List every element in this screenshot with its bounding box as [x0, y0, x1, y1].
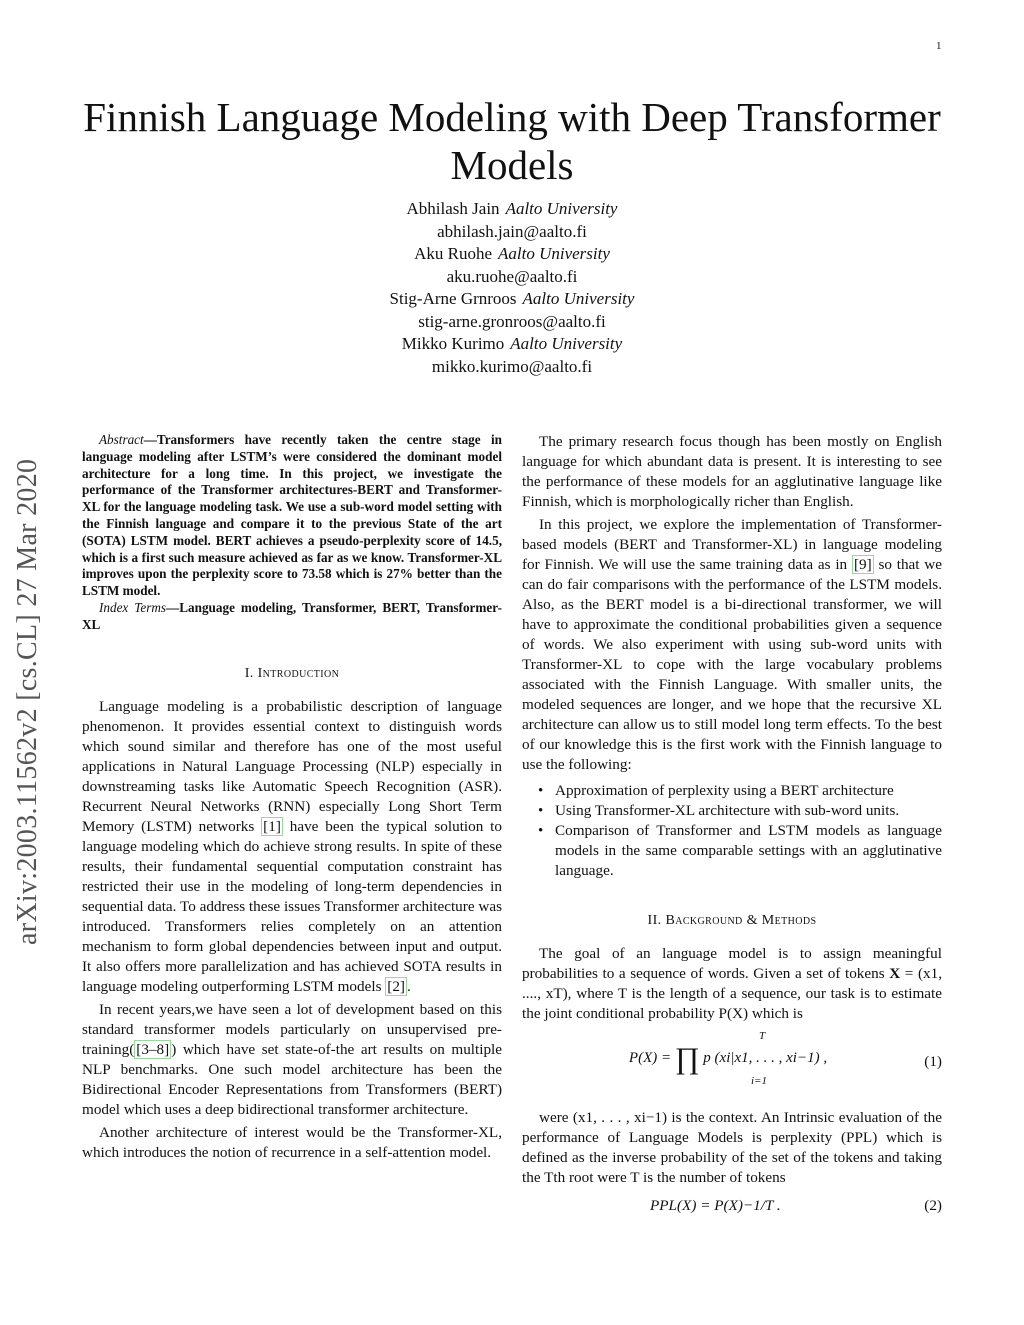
section-heading-background [522, 911, 942, 931]
intro-paragraph-1 [82, 697, 502, 997]
left-column [82, 432, 502, 1163]
equation-main-line [618, 1042, 838, 1075]
right-paragraph-1: The primary research focus though has been mostly on English language for which abundant data is present. It is interesting to see the performance of these models for an agglutinative language like Finnish, which is morphologically richer than English. [522, 433, 942, 510]
equation-expression: PPL(X) = P(X)−1/T . [650, 1197, 781, 1214]
author-email: abhilash.jain@aalto.fi [437, 221, 587, 241]
background-paragraph-2: were (x1, . . . , xi−1) is the context. An Intrinsic evaluation of the performance of Language Models is perplexity (PPL) which is defined as the inverse probability of the set of the tokens and taking the Tth root were T is the number of tokens [522, 1109, 942, 1186]
author-email: mikko.kurimo@aalto.fi [431, 356, 593, 376]
equation-expression [618, 1030, 838, 1087]
text-span: In this project, we explore the implementation of Transformer-based models (BERT and Transformer-XL) in language modeling for Finnish. We will use the same training data as in [522, 516, 942, 573]
text-span: In recent years,we have seen a lot of development based on this standard transformer models particularly on unsupervised pre-training( [82, 1000, 502, 1058]
author-email: aku.ruohe@aalto.fi [446, 266, 578, 286]
author-name: Abhilash Jain [406, 199, 500, 218]
author-line [262, 243, 762, 266]
equation-2 [522, 1196, 942, 1220]
paper-title: Finnish Language Modeling with Deep Transformer Models [83, 94, 941, 188]
product-upper-limit: T [758, 1030, 766, 1042]
index-terms-text: —Language modeling, Transformer, BERT, Transformer-XL [82, 599, 502, 632]
equation-lhs: P(X) = [628, 1050, 672, 1066]
index-terms-label: Index Terms [99, 599, 167, 615]
section-numeral: II. [647, 913, 662, 928]
right-paragraph-2 [522, 515, 942, 775]
abstract [82, 432, 502, 600]
intro-paragraph-2 [82, 1000, 502, 1120]
section-heading-introduction [82, 664, 502, 684]
product-sign-icon: ∏ [674, 1042, 700, 1075]
citation-link[interactable]: [2] [387, 977, 405, 995]
author-name: Mikko Kurimo [401, 334, 505, 353]
text-span: . [407, 977, 411, 995]
list-item: • Using Transformer-XL architecture with sub-word units. [522, 801, 942, 821]
text-span: Language modeling is a probabilistic description of language phenomenon. It provides essential context to distinguish words which sound similar and therefore has one of the most useful applications in Natural Language Processing (NLP) especially in downstreaming tasks like Automatic Speech Recognition (ASR). Recurrent Neural Networks (RNN) especially Long Short Term Memory (LSTM) networks [82, 697, 502, 835]
abstract-text: —Transformers have recently taken the centre stage in language modeling after LSTM’s were considered the dominant model architecture for a long time. In this project, we investigate the performance of the Transformer architectures-BERT and Transformer-XL for the language modeling task. We use a sub-word model setting with the Finnish language and compare it to the previous State of the art (SOTA) LSTM model. BERT achieves a pseudo-perplexity score of 14.5, which is a first such measure achieved as far as we know. Transformer-XL improves upon the perplexity score to 73.58 which is 27% better than the LSTM model. [82, 432, 502, 599]
math-symbol: X [889, 965, 901, 982]
contribution-list [522, 781, 942, 881]
author-name: Stig-Arne Grnroos [389, 289, 517, 308]
arxiv-stamp: arXiv:2003.11562v2 [cs.CL] 27 Mar 2020 [12, 458, 43, 945]
author-line [262, 198, 762, 221]
equation-1 [522, 1030, 942, 1102]
intro-paragraph-3: Another architecture of interest would be the Transformer-XL, which introduces the notion of recurrence in a self-attention model. [82, 1123, 502, 1161]
background-paragraph-1 [522, 944, 942, 1024]
text-span: = (x1, ...., xT), where T is the length of a sequence, our task is to estimate the joint conditional probability P(X) which is [522, 965, 942, 1022]
author-affiliation: Aalto University [510, 334, 623, 353]
list-item: • Approximation of perplexity using a BERT architecture [522, 781, 942, 801]
abstract-label: Abstract [99, 432, 144, 447]
author-block [262, 198, 762, 378]
citation-link[interactable]: [1] [263, 817, 281, 835]
section-numeral: I. [244, 665, 254, 681]
text-span: have been the typical solution to language modeling which do achieve strong results. In spite of these results, their fundamental sequential computation constraint has restricted their use in the modeling of long-term dependencies in sequential data. To address these issues Transformer architecture was introduced. Transformers relies completely on an attention mechanism to form global dependencies between input and output. It also offers more parallelization and has achieved SOTA results in language modeling outperforming LSTM models [82, 817, 502, 995]
list-item: • Comparison of Transformer and LSTM models as language models in the same comparable settings with an agglutinative language. [522, 821, 942, 881]
citation-link[interactable]: [3–8] [136, 1040, 170, 1058]
author-affiliation: Aalto University [505, 199, 618, 218]
author-affiliation: Aalto University [498, 244, 610, 263]
author-email: stig-arne.gronroos@aalto.fi [418, 311, 606, 331]
right-column [522, 432, 942, 1220]
section-title: Introduction [257, 665, 340, 681]
index-terms [82, 600, 502, 634]
text-span: ) which have set state-of-the art results on multiple NLP benchmarks. One such model architecture has been the Bidirectional Encoder Representations from Transformers (BERT) model which uses a deep bidirectional transformer architecture. [82, 1040, 502, 1118]
author-name: Aku Ruohe [414, 244, 492, 263]
author-line [262, 333, 762, 356]
product-lower-limit: i=1 [751, 1075, 767, 1087]
page-number: 1 [936, 40, 942, 52]
author-affiliation: Aalto University [522, 289, 635, 308]
equation-rhs: p (xi|x1, . . . , xi−1) , [703, 1050, 828, 1066]
section-title: Background & Methods [665, 913, 817, 928]
text-span: The goal of an language model is to assign meaningful probabilities to a sequence of words. Given a set of tokens [522, 945, 942, 982]
equation-number: (1) [924, 1053, 942, 1070]
equation-number: (2) [924, 1197, 942, 1214]
text-span: so that we can do fair comparisons with the performance of the LSTM models. Also, as the BERT model is a bi-directional transformer, we will have to approximate the conditional probabilities given a sequence of words. We also experiment with using sub-word units with Transformer-XL to cope with the large vocabulary problems associated with the Finnish Language. With smaller units, the modeled sequences are longer, and we hope that the recursive XL architecture can allow us to still model long term effects. To the best of our knowledge this is the first work with the Finnish language to use the following: [522, 556, 942, 773]
author-line [262, 288, 762, 311]
citation-link[interactable]: [9] [853, 556, 872, 573]
